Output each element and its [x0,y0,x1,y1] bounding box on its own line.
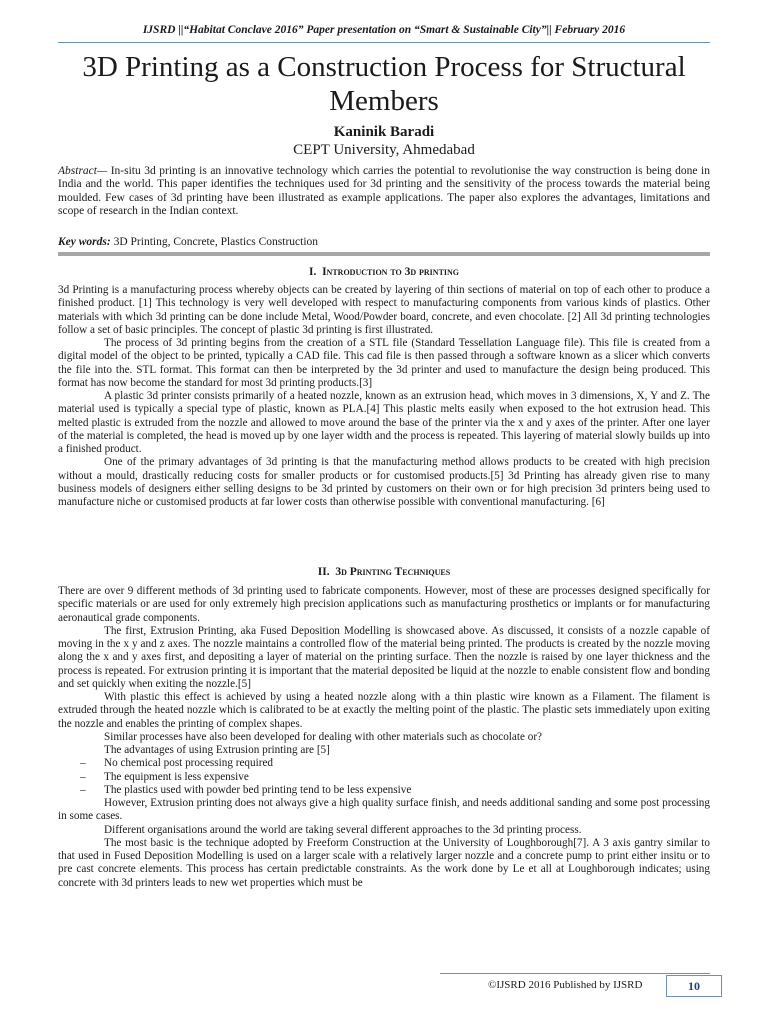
paragraph: With plastic this effect is achieved by using a heated nozzle along with a thin plastic wire known as a Filament. The filament is extruded through the heated nozzle which is calibrated to be at exactly the melting point of the plastic. The plastic sets immediately upon exiting the nozzle and enables the printing of complex shapes. [58,691,710,730]
header-rule [58,42,710,43]
section-number: I. [308,266,317,278]
paragraph: Similar processes have also been developed for dealing with other materials such as chocolate or? [104,730,543,743]
list-item [58,784,710,797]
list-item [58,757,710,770]
section-title: Introduction to 3d printing [322,266,460,278]
list-marker: – [80,783,86,796]
paragraph: The most basic is the technique adopted by Freeform Construction at the University of Loughborough[7]. A 3 axis gantry similar to that used in Fused Deposition Modelling is used on a larger scale with a relatively larger nozzle and a concrete pump to print either insitu or to pre cast concrete elements. This process has certain predictable constraints. As the work done by Le et all at Loughborough indicates; using concrete with 3d printers leads to new wet properties which must be [58,836,710,889]
list-item-text: No chemical post processing required [104,757,274,770]
paragraph: One of the primary advantages of 3d printing is that the manufacturing method allows products to be created with high precision without a mould, drastically reducing costs for smaller products or for customised products.[5] 3d Printing has already given rise to many business models of designers either selling designs to be 3d printed by customers on their own or for high precision 3d printers being used to manufacture niche or customised products at far lower costs than otherwise possible with conventional manufacturing. [6] [58,456,710,508]
abstract-text: In-situ 3d printing is an innovative technology which carries the potential to revolutionise the way construction is being done in India and the world. This paper identifies the techniques used for 3d printing and the sensitivity of the process towards the material being moulded. Few cases of 3d printing have been illustrated as example applications. The paper also explores the advantages, limitations and scope of research in the Indian context. [58,165,710,217]
paragraph: However, Extrusion printing does not always give a high quality surface finish, and needs additional sanding and some post processing in some cases. [58,797,710,823]
paragraph: The first, Extrusion Printing, aka Fused Deposition Modelling is showcased above. As discussed, it consists of a nozzle capable of moving in the x y and z axes. The nozzle maintains a controlled flow of the material being printed. The products is created by the nozzle moving along the x and y axes first, and depositing a layer of material on the printing surface. Then the nozzle is raised by one layer thickness and the process is repeated. For extrusion printing it is important that the material deposited be liquid at the nozzle to enable consistent flow and bonding and set quickly when exiting the nozzle.[5] [58,624,710,690]
paragraph: The advantages of using Extrusion printing are [5] [104,744,330,756]
running-header: IJSRD ||“Habitat Conclave 2016” Paper presentation on “Smart & Sustainable City”|| February 2016 [142,24,626,36]
abstract-divider [58,252,710,256]
author-name: Kaninik Baradi [333,124,435,140]
section-number: II. [317,566,330,578]
section-title: 3d Printing Techniques [335,566,451,578]
keywords-label: Key words: [58,236,111,248]
section-body-intro [58,284,710,509]
paragraph: 3d Printing is a manufacturing process whereby objects can be created by layering of thin sections of material on top of each other to produce a finished product. [1] This technology is very well developed with respect to manufacturing components from various kinds of plastics. Other materials with which 3d printing can be done include Metal, Wood/Powder board, concrete, and even chocolate. [2] All 3d printing technologies follow a set of basic principles. The concept of plastic 3d printing is first illustrated. [58,284,710,336]
abstract [58,165,710,218]
footer-rule [440,973,710,974]
section-body-techniques [58,585,710,890]
keywords-text: 3D Printing, Concrete, Plastics Construction [110,236,319,248]
keywords [58,236,710,248]
footer-publisher: ©IJSRD 2016 Published by IJSRD [488,979,643,991]
paragraph: There are over 9 different methods of 3d printing used to fabricate components. However, most of these are processes designed specifically for specific materials or are used for only extremely high precision applications such as manufacturing prosthetics or implants or for manufacturing aeronautical grade components. [58,585,710,624]
paper-title: 3D Printing as a Construction Process for Structural Members [82,51,686,117]
section-heading-intro [58,266,710,278]
list-item-text: The equipment is less expensive [104,770,249,783]
list-marker: – [80,757,86,770]
list-item [58,771,710,784]
paragraph: A plastic 3d printer consists primarily of a heated nozzle, known as an extrusion head, which moves in 3 dimensions, X, Y and Z. The material used is typically a special type of plastic, known as PLA.[4] This plastic melts easily when exposed to the hot extrusion head. This melted plastic is extruded from the nozzle and allowed to move around the base of the printer via the x and y axes of the printer. After one layer of the material is completed, the head is moved up by one layer width and the process is repeated. This layering of material slowly builds up into a finished product. [58,390,710,455]
advantages-list [58,757,710,797]
paragraph: Different organisations around the world are taking several different approaches to the 3d printing process. [104,823,582,836]
author-affiliation: CEPT University, Ahmedabad [293,142,475,158]
list-item-text: The plastics used with powder bed printing tend to be less expensive [104,783,412,796]
section-heading-techniques [58,566,710,578]
abstract-label: Abstract— [58,165,108,177]
list-marker: – [80,770,86,783]
paragraph: The process of 3d printing begins from the creation of a STL file (Standard Tessellation Language file). This file is created from a digital model of the object to be printed, typically a CAD file. This cad file is then passed through a software known as a slicer which converts the file into the. STL format. This format can then be interpreted by the 3d printer and used to manufacture the design being produced. This format has now become the standard for most 3d printing products.[3] [58,337,710,389]
page-number: 10 [666,975,722,997]
